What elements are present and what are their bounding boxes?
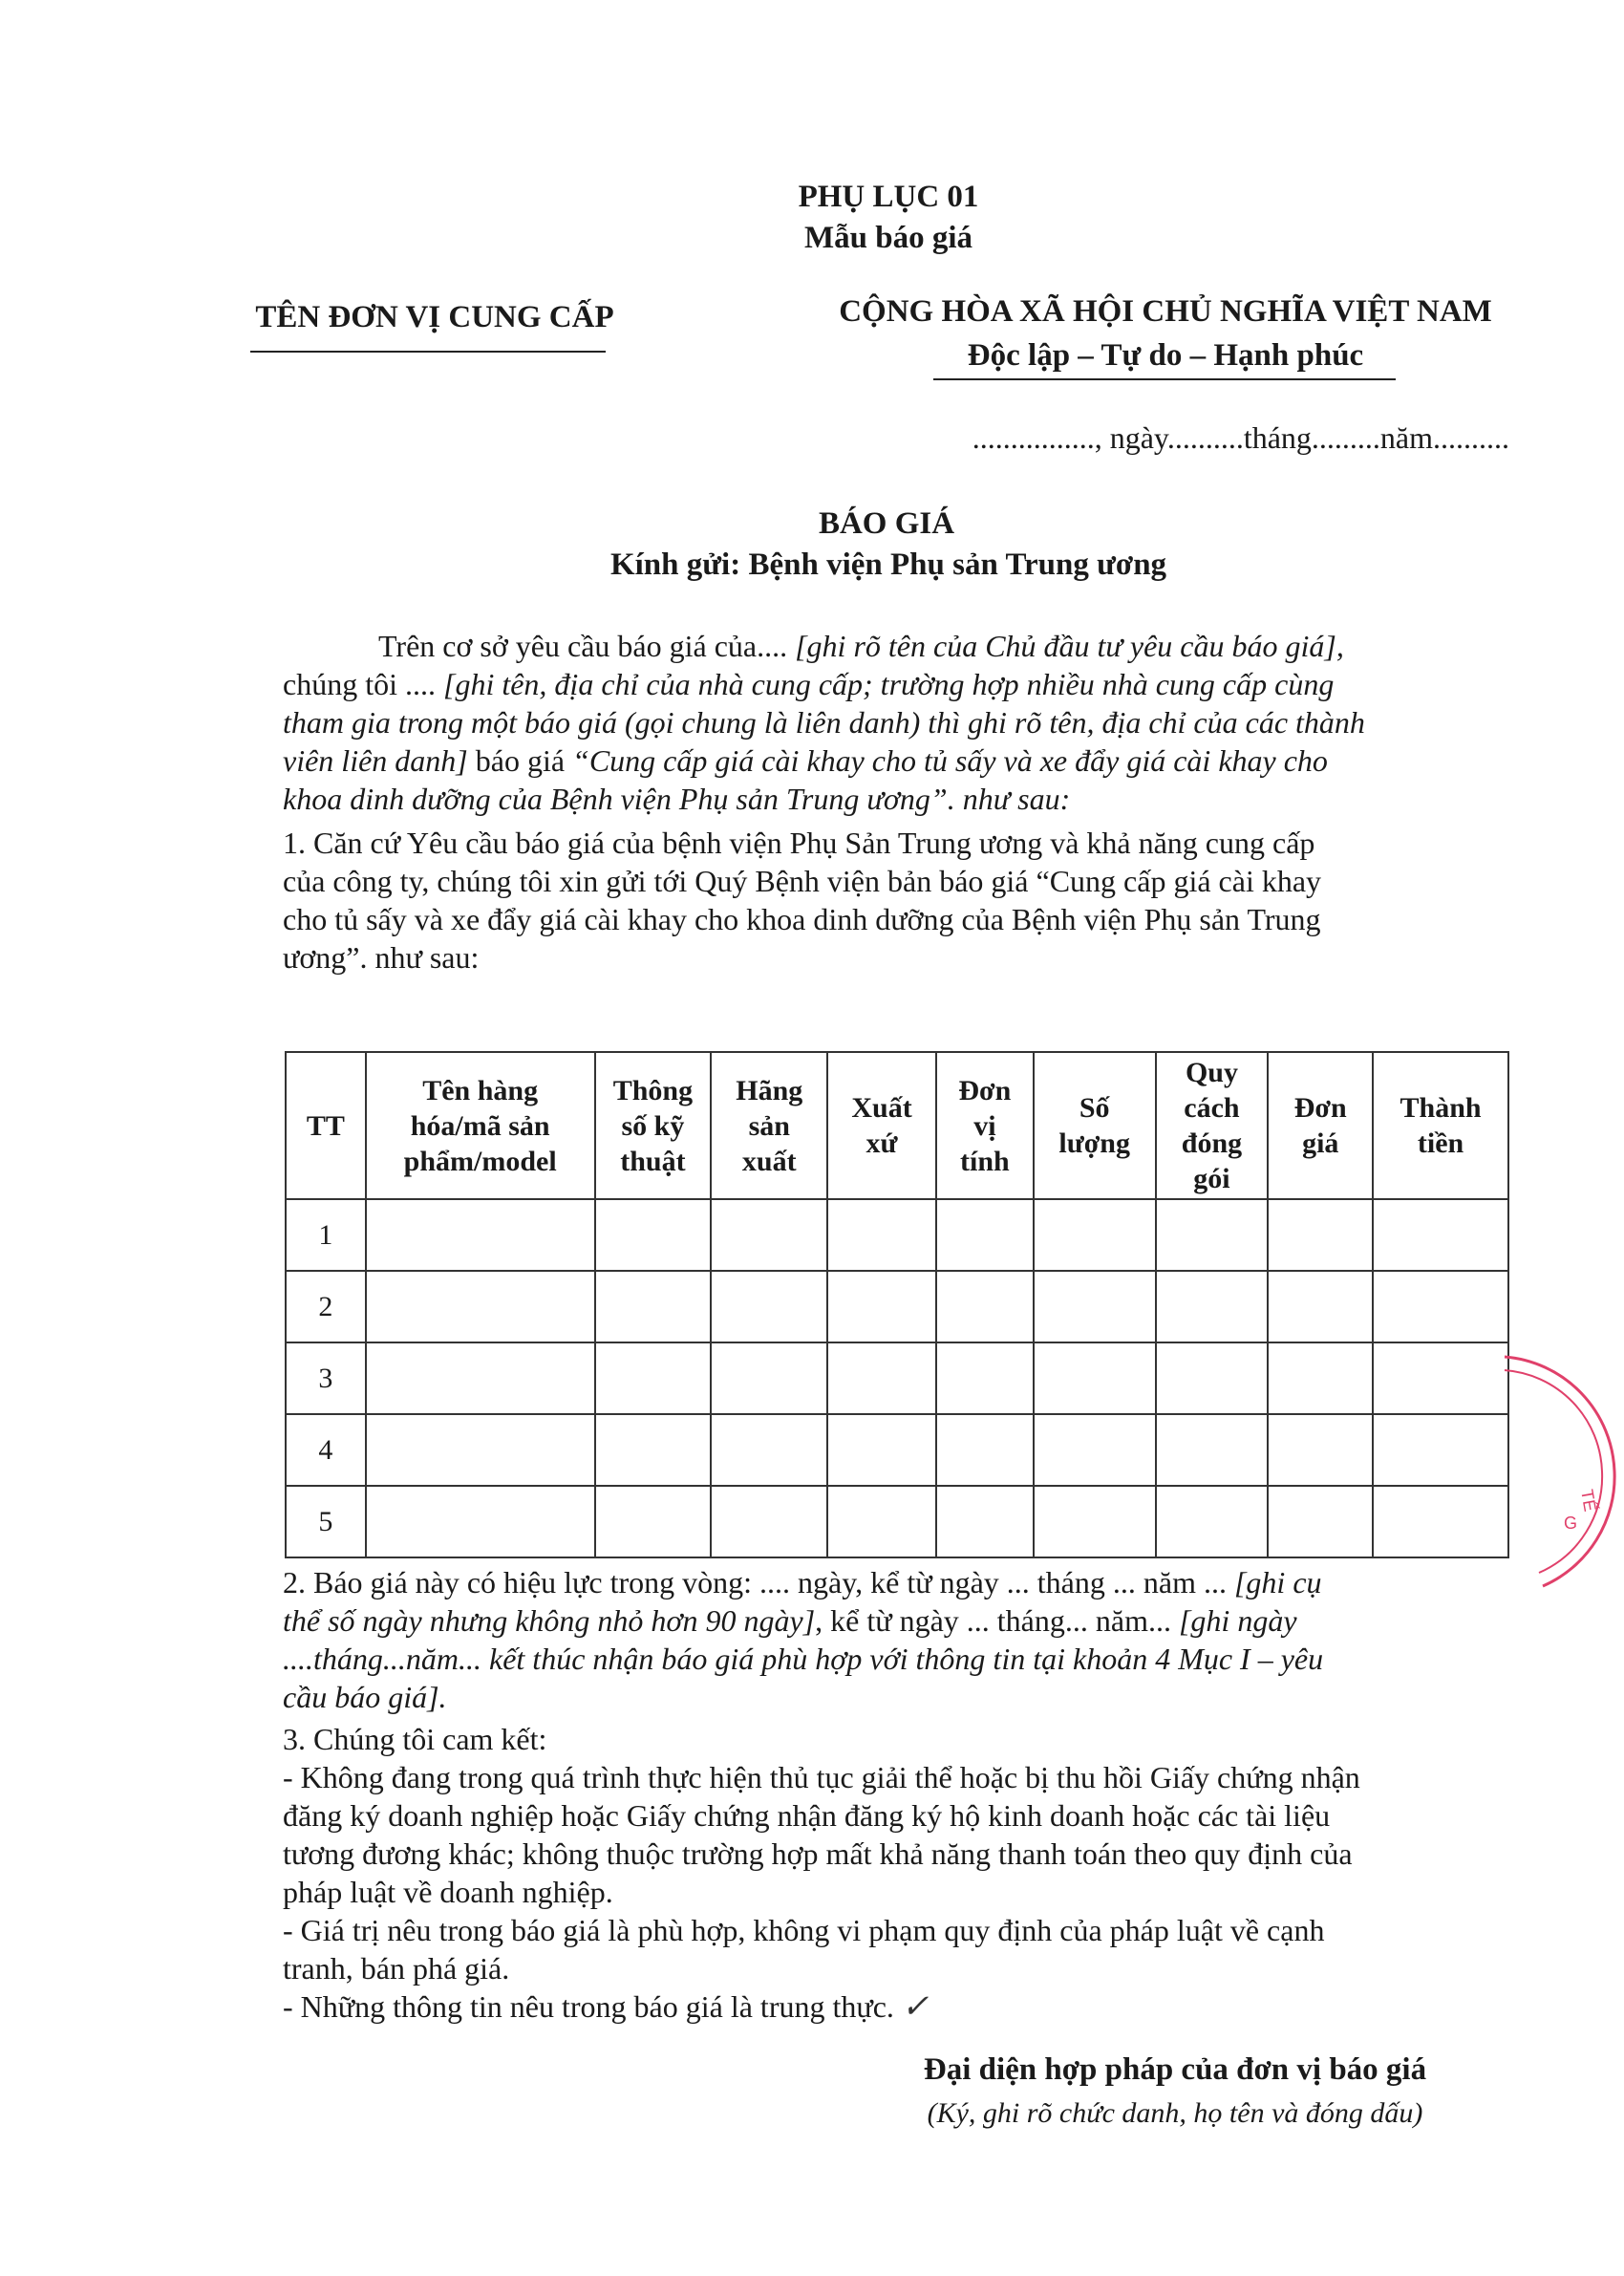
table-cell[interactable] bbox=[366, 1342, 595, 1414]
table-cell[interactable] bbox=[1034, 1199, 1156, 1271]
motto-underline bbox=[933, 378, 1396, 380]
table-row bbox=[286, 1342, 1508, 1414]
signature-note: (Ký, ghi rõ chức danh, họ tên và đóng dấu) bbox=[927, 2097, 1423, 2129]
table-cell[interactable] bbox=[936, 1342, 1034, 1414]
table-row bbox=[286, 1486, 1508, 1557]
column-header-text: Xuất bbox=[851, 1092, 912, 1124]
commitment-line: pháp luật về doanh nghiệp. bbox=[283, 1875, 613, 1909]
item-3-paragraph bbox=[283, 1720, 1507, 2027]
table-cell[interactable] bbox=[1156, 1342, 1269, 1414]
item-2-line bbox=[283, 1563, 1507, 1601]
appendix-subtitle: Mẫu báo giá bbox=[803, 221, 973, 255]
national-motto: Độc lập – Tự do – Hạnh phúc bbox=[967, 338, 1364, 373]
intro-line: tham gia trong một báo giá (gọi chung là liên danh) thì ghi rõ tên, địa chỉ của các thành bbox=[283, 705, 1365, 740]
table-cell[interactable] bbox=[1268, 1486, 1373, 1557]
column-header bbox=[1034, 1052, 1156, 1199]
item-1-line: của công ty, chúng tôi xin gửi tới Quý Bệnh viện bản báo giá “Cung cấp giá cài khay bbox=[283, 864, 1322, 898]
intro-italic: “Cung cấp giá cài khay cho tủ sấy và xe đẩy giá cài khay cho bbox=[572, 743, 1328, 778]
column-header bbox=[1373, 1052, 1508, 1199]
table-cell[interactable] bbox=[1156, 1199, 1269, 1271]
row-number-cell: 4 bbox=[286, 1414, 366, 1486]
column-header-text: cách bbox=[1184, 1092, 1240, 1124]
item-1-line: ương”. như sau: bbox=[283, 940, 480, 975]
column-header-text: Đơn bbox=[1293, 1092, 1347, 1124]
column-header bbox=[366, 1052, 595, 1199]
table-cell[interactable] bbox=[1156, 1486, 1269, 1557]
table-row bbox=[286, 1199, 1508, 1271]
table-cell[interactable] bbox=[827, 1199, 936, 1271]
table-cell[interactable] bbox=[827, 1486, 936, 1557]
item-2-italic: [ghi ngày bbox=[1178, 1603, 1297, 1638]
table-cell[interactable] bbox=[366, 1271, 595, 1342]
commitment-line: - Không đang trong quá trình thực hiện thủ tục giải thể hoặc bị thu hồi Giấy chứng nhận bbox=[283, 1760, 1360, 1794]
table-cell[interactable] bbox=[827, 1342, 936, 1414]
intro-text: Trên cơ sở yêu cầu báo giá của.... bbox=[378, 629, 796, 663]
date-line: ................, ngày..........tháng.........năm.......... bbox=[972, 420, 1509, 455]
column-header-text: tính bbox=[960, 1145, 1010, 1177]
intro-line bbox=[283, 665, 1507, 703]
item-2-paragraph bbox=[283, 1563, 1507, 1716]
column-header-text: đóng bbox=[1181, 1127, 1243, 1159]
intro-line: khoa dinh dưỡng của Bệnh viện Phụ sản Trung ương”. như sau: bbox=[283, 782, 1071, 816]
item-2-line bbox=[283, 1601, 1507, 1640]
document-title: BÁO GIÁ bbox=[818, 506, 955, 541]
table-cell[interactable] bbox=[366, 1199, 595, 1271]
appendix-title: PHỤ LỤC 01 bbox=[798, 180, 979, 214]
commitment-line: tương đương khác; không thuộc trường hợp mất khả năng thanh toán theo quy định của bbox=[283, 1836, 1353, 1871]
column-header bbox=[286, 1052, 366, 1199]
table-cell[interactable] bbox=[1034, 1342, 1156, 1414]
table-cell[interactable] bbox=[711, 1199, 827, 1271]
column-header bbox=[936, 1052, 1034, 1199]
item-3-title: 3. Chúng tôi cam kết: bbox=[283, 1722, 547, 1756]
row-number-cell: 3 bbox=[286, 1342, 366, 1414]
item-2-italic: [ghi cụ bbox=[1233, 1565, 1322, 1600]
quote-table bbox=[285, 1051, 1509, 1558]
table-cell[interactable] bbox=[1268, 1414, 1373, 1486]
commitment-line: - Giá trị nêu trong báo giá là phù hợp, không vi phạm quy định của pháp luật về cạnh bbox=[283, 1913, 1325, 1947]
table-body bbox=[286, 1199, 1508, 1557]
table-cell[interactable] bbox=[595, 1486, 712, 1557]
table-cell[interactable] bbox=[1268, 1271, 1373, 1342]
table-cell[interactable] bbox=[1034, 1486, 1156, 1557]
table-cell[interactable] bbox=[366, 1414, 595, 1486]
column-header-text: xuất bbox=[741, 1145, 797, 1177]
column-header-text: gói bbox=[1193, 1163, 1230, 1194]
intro-line bbox=[283, 741, 1507, 780]
column-header-text: Tên hàng bbox=[422, 1074, 539, 1106]
column-header-text: phẩm/model bbox=[403, 1145, 557, 1177]
table-cell[interactable] bbox=[1156, 1414, 1269, 1486]
supplier-underline bbox=[250, 351, 606, 353]
svg-text:G: G bbox=[1564, 1514, 1578, 1533]
table-cell[interactable] bbox=[711, 1342, 827, 1414]
table-cell[interactable] bbox=[936, 1414, 1034, 1486]
table-row bbox=[286, 1414, 1508, 1486]
column-header-text: thuật bbox=[620, 1145, 686, 1177]
table-cell[interactable] bbox=[595, 1271, 712, 1342]
table-cell[interactable] bbox=[711, 1414, 827, 1486]
table-cell[interactable] bbox=[1156, 1271, 1269, 1342]
column-header bbox=[1268, 1052, 1373, 1199]
item-2-line: ....tháng...năm... kết thúc nhận báo giá phù hợp với thông tin tại khoản 4 Mục I – yêu bbox=[283, 1642, 1324, 1676]
table-header-row bbox=[286, 1052, 1508, 1199]
red-stamp-icon bbox=[1485, 1347, 1619, 1596]
table-cell[interactable] bbox=[595, 1342, 712, 1414]
column-header bbox=[711, 1052, 827, 1199]
intro-line bbox=[283, 627, 1507, 665]
item-1-line: cho tủ sấy và xe đẩy giá cài khay cho khoa dinh dưỡng của Bệnh viện Phụ sản Trung bbox=[283, 902, 1321, 936]
column-header-text: Thành bbox=[1400, 1092, 1482, 1124]
table-cell[interactable] bbox=[711, 1271, 827, 1342]
item-2-text: , kể từ ngày ... tháng... năm... bbox=[815, 1603, 1179, 1638]
table-row bbox=[286, 1271, 1508, 1342]
column-header-text: Số bbox=[1079, 1092, 1110, 1124]
column-header bbox=[827, 1052, 936, 1199]
item-2-text: 2. Báo giá này có hiệu lực trong vòng: .... ngày, kể từ ngày ... tháng ... năm ... bbox=[283, 1565, 1234, 1600]
column-header-text: giá bbox=[1302, 1127, 1339, 1159]
supplier-name-heading: TÊN ĐƠN VỊ CUNG CẤP bbox=[255, 300, 614, 334]
table-cell[interactable] bbox=[595, 1199, 712, 1271]
recipient-line: Kính gửi: Bệnh viện Phụ sản Trung ương bbox=[609, 548, 1167, 582]
intro-text: chúng tôi .... bbox=[283, 667, 443, 701]
table-cell[interactable] bbox=[1034, 1271, 1156, 1342]
commitment-line: đăng ký doanh nghiệp hoặc Giấy chứng nhận đăng ký hộ kinh doanh hoặc các tài liệu bbox=[283, 1798, 1331, 1833]
signature-title: Đại diện hợp pháp của đơn vị báo giá bbox=[923, 2052, 1427, 2087]
table-cell[interactable] bbox=[936, 1271, 1034, 1342]
column-header bbox=[595, 1052, 712, 1199]
item-1-line: 1. Căn cứ Yêu cầu báo giá của bệnh viện Phụ Sản Trung ương và khả năng cung cấp bbox=[283, 826, 1315, 860]
column-header-text: Thông bbox=[612, 1074, 694, 1106]
column-header-text: xứ bbox=[865, 1127, 898, 1159]
commitment-line: tranh, bán phá giá. bbox=[283, 1951, 510, 1986]
row-number-cell: 2 bbox=[286, 1271, 366, 1342]
column-header-text: Đơn bbox=[958, 1074, 1012, 1106]
table-cell[interactable] bbox=[827, 1271, 936, 1342]
table-cell[interactable] bbox=[711, 1486, 827, 1557]
table-cell[interactable] bbox=[936, 1199, 1034, 1271]
intro-paragraph bbox=[283, 627, 1507, 818]
row-number-cell: 1 bbox=[286, 1199, 366, 1271]
column-header-text: vị bbox=[973, 1109, 996, 1142]
column-header-text: lượng bbox=[1058, 1127, 1130, 1159]
intro-text: báo giá bbox=[467, 743, 573, 778]
intro-italic: [ghi tên, địa chỉ của nhà cung cấp; trường hợp nhiều nhà cung cấp cùng bbox=[442, 667, 1335, 701]
column-header-text: TT bbox=[306, 1109, 345, 1142]
intro-italic: [ghi rõ tên của Chủ đầu tư yêu cầu báo giá], bbox=[795, 629, 1344, 663]
table-cell[interactable] bbox=[936, 1486, 1034, 1557]
column-header-text: hóa/mã sản bbox=[410, 1109, 550, 1142]
handwritten-check-icon: ✓ bbox=[901, 1989, 930, 2025]
table-cell[interactable] bbox=[595, 1414, 712, 1486]
column-header-text: tiền bbox=[1417, 1127, 1464, 1159]
column-header bbox=[1156, 1052, 1269, 1199]
svg-text:TẾ: TẾ bbox=[1577, 1488, 1600, 1514]
national-title: CỘNG HÒA XÃ HỘI CHỦ NGHĨA VIỆT NAM bbox=[839, 294, 1492, 329]
item-1-paragraph bbox=[283, 824, 1507, 977]
commitment-text: - Những thông tin nêu trong báo giá là trung thực. bbox=[283, 1989, 894, 2024]
column-header-text: Hãng bbox=[736, 1074, 803, 1106]
commitment-line bbox=[283, 1987, 1507, 2027]
table-cell[interactable] bbox=[1373, 1271, 1508, 1342]
row-number-cell: 5 bbox=[286, 1486, 366, 1557]
item-2-line: cầu báo giá]. bbox=[283, 1680, 447, 1714]
table-cell[interactable] bbox=[366, 1486, 595, 1557]
intro-italic: viên liên danh] bbox=[283, 743, 468, 778]
table-cell[interactable] bbox=[827, 1414, 936, 1486]
item-2-italic: thể số ngày nhưng không nhỏ hơn 90 ngày] bbox=[283, 1603, 816, 1638]
table-cell[interactable] bbox=[1034, 1414, 1156, 1486]
column-header-text: Quy bbox=[1185, 1057, 1238, 1088]
table-cell[interactable] bbox=[1373, 1199, 1508, 1271]
table-cell[interactable] bbox=[1268, 1342, 1373, 1414]
column-header-text: số kỹ bbox=[621, 1109, 685, 1142]
table-cell[interactable] bbox=[1268, 1199, 1373, 1271]
column-header-text: sản bbox=[748, 1109, 790, 1142]
